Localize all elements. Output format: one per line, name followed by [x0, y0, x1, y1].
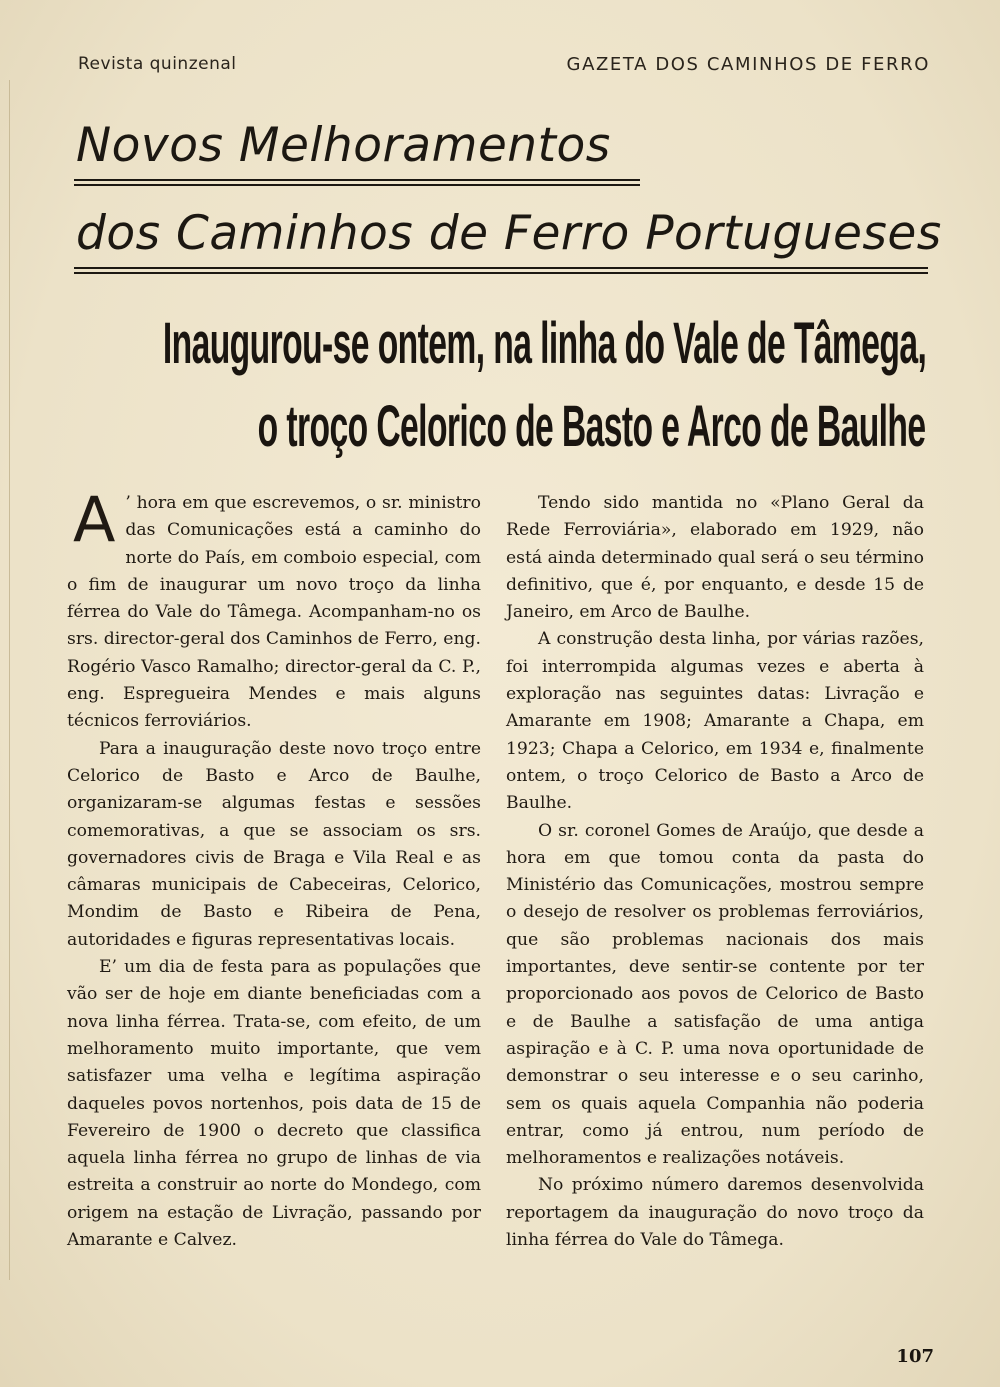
paragraph: Para a inauguração deste novo troço entre Celorico de Basto e Arco de Baulhe, organizaram-se algumas festas e sessões comemorativas, a que se associam os srs. governadores civis de Braga e Vila Real e as câmaras municipais de Cabeceiras, Celorico, Mondim de Basto e Ribeira de Pena, autoridades e figuras representativas locais.: [67, 738, 481, 950]
drop-cap: A: [73, 483, 116, 556]
running-header-left: Revista quinzenal: [78, 54, 237, 74]
subtitle-line-2: o troço Celorico de Basto e Arco de Baulhe: [258, 394, 926, 459]
running-header-right: GAZETA DOS CAMINHOS DE FERRO: [566, 54, 930, 75]
title-rule-1b: [74, 184, 640, 186]
paragraph: Tendo sido mantida no «Plano Geral da Rede Ferroviária», elaborado em 1929, não está ainda determinado qual será o seu término definitivo, que é, por enquanto, e desde 15 de Janeiro, em Arco de Baulhe.: [506, 493, 924, 623]
paragraph: E’ um dia de festa para as populações que vão ser de hoje em diante beneficiadas com a nova linha férrea. Trata-se, com efeito, de um melhoramento muito importante, que vem satisfazer uma velha e legítima aspiração daqueles povos nortenhos, pois data de 15 de Fevereiro de 1900 o decreto que classifica aquela linha férrea no grupo de linhas de via estreita a construir ao norte do Mondego, com origem na estação de Livração, passando por Amarante e Calvez.: [67, 957, 481, 1251]
paragraph: A construção desta linha, por várias razões, foi interrompida algumas vezes e aberta à exploração nas seguintes datas: Livração e Amarante em 1908; Amarante a Chapa, em 1923; Chapa a Celorico, em 1934 e, finalmente ontem, o troço Celorico de Basto a Arco de Baulhe.: [506, 629, 924, 814]
title-line-2: dos Caminhos de Ferro Portugueses: [76, 206, 942, 261]
title-rule-1: [74, 179, 640, 181]
paragraph: No próximo número daremos desenvolvida reportagem da inauguração do novo troço da linha férrea do Vale do Tâmega.: [506, 1175, 924, 1251]
paragraph: O sr. coronel Gomes de Araújo, que desde a hora em que tomou conta da pasta do Ministério das Comunicações, mostrou sempre o desejo de resolver os problemas ferroviários, que são problemas nacionais dos mais importantes, deve sentir-se contente por ter proporcionado aos povos de Celorico de Basto e de Baulhe a satisfação de uma antiga aspiração e à C. P. uma nova oportunidade de demonstrar o seu interesse e o seu carinho, sem os quais aquela Companhia não poderia entrar, como já entrou, num período de melhoramentos e realizações notáveis.: [506, 820, 924, 1169]
subtitle-line-1: Inaugurou-se ontem, na linha do Vale de Tâmega,: [162, 311, 926, 376]
paragraph: A ’ hora em que escrevemos, o sr. ministro das Comunicações está a caminho do norte do País, em comboio especial, com o fim de inaugurar um novo troço da linha férrea do Vale do Tâmega. Acompanham-no os srs. director-geral dos Caminhos de Ferro, eng. Rogério Vasco Ramalho; director-geral da C. P., eng. Espregueira Mendes e mais alguns técnicos ferroviários.: [67, 483, 481, 732]
title-rule-2: [74, 267, 928, 269]
page-number: 107: [896, 1346, 934, 1367]
article-column-right: [506, 490, 924, 1254]
title-rule-2b: [74, 272, 928, 274]
binding-edge: [0, 80, 10, 1280]
article-column-left: [67, 483, 481, 1254]
title-line-1: Novos Melhoramentos: [76, 118, 611, 173]
